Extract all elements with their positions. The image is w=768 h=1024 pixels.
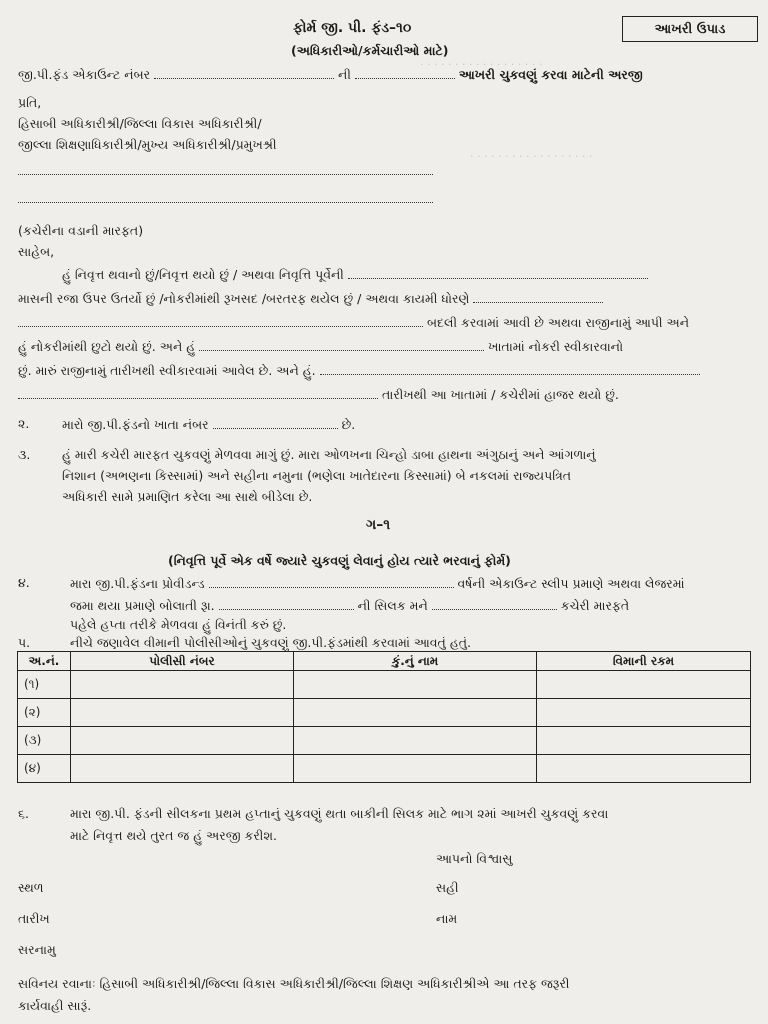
provident-year-blank[interactable] (209, 575, 454, 588)
application-label: આખરી ચુકવણું કરવા માટેની અરજી (458, 67, 643, 82)
item-4-line2 (70, 597, 629, 614)
policy-table (17, 651, 751, 783)
item-2-end: છે. (341, 417, 356, 432)
para1-line3-text: બદલી કરવામાં આવી છે અથવા રાજીનામું આપી અને (426, 315, 690, 330)
item-4-line2-text-c: કચેરી મારફતે (560, 598, 630, 613)
office-blank[interactable] (432, 597, 557, 610)
column-header-company-name: કું.નું નામ (294, 652, 537, 671)
item-2 (62, 416, 355, 433)
item-6-number: ૬. (18, 806, 29, 821)
address-label: સરનામુ (18, 942, 56, 957)
amount-blank[interactable] (219, 597, 354, 610)
para1-blank-1[interactable] (348, 266, 648, 279)
policy-number-cell[interactable] (71, 671, 294, 699)
para1-blank-5[interactable] (320, 362, 700, 375)
para1-line5-text: છું. મારું રાજીનામું તારીખથી સ્વીકારવામાં આવેલ છે. અને હું. (18, 363, 316, 378)
item-2-text: મારો જી.પી.ફંડનો ખાતા નંબર (62, 417, 209, 432)
forwarding-line-1: સવિનય રવાનાઃ હિસાબી અધિકારીશ્રી/જિલ્લા વિકાસ અધિકારીશ્રી/જિલ્લા શિક્ષણ અધિકારીશ્રીએ આ તરફ જરૂરી (18, 976, 570, 991)
row-serial: (૨) (18, 699, 71, 727)
insured-amount-cell[interactable] (537, 671, 751, 699)
form-type-badge: આખરી ઉપાડ (622, 16, 758, 42)
bleed-through-text: · · · · · · · · · · · · · · · · · · (470, 150, 593, 163)
para1-blank-3[interactable] (18, 314, 423, 327)
company-name-cell[interactable] (294, 671, 537, 699)
gpf-account-number-blank[interactable] (213, 416, 338, 429)
account-of-label: ની (338, 67, 351, 82)
policy-number-cell[interactable] (71, 699, 294, 727)
item-4-line1-text-b: વર્ષની એકાઉન્ટ સ્લીપ પ્રમાણે અથવા લેજરમાં (457, 576, 685, 591)
forwarding-line-2: કાર્યવાહી સારૂં. (18, 998, 92, 1013)
row-serial: (૩) (18, 727, 71, 755)
company-name-cell[interactable] (294, 727, 537, 755)
para1-line4-text-a: હું નોકરીમાંથી છુટો થયો છું. અને હું (18, 339, 196, 354)
account-line (18, 66, 643, 83)
para1-line3 (18, 314, 689, 331)
para1-blank-6[interactable] (18, 386, 378, 399)
company-name-cell[interactable] (294, 755, 537, 783)
para1-line1 (62, 266, 648, 283)
para1-line2-text: માસની રજા ઉપર ઉતર્યો છું /નોકરીમાંથી રૂખસદ /બરતરફ થયેલ છું / અથવા કાયમી ધોરણે (18, 291, 470, 306)
item-4-line1-text-a: મારા જી.પી.ફંડના પ્રોવીડન્ડ (70, 576, 205, 591)
table-row (18, 699, 751, 727)
item-3-line3: અધિકારી સામે પ્રમાણિત કરેલા આ સાથે બીડેલા છે. (62, 489, 313, 504)
table-row (18, 671, 751, 699)
account-name-blank[interactable] (355, 66, 455, 79)
item-5-number: પ. (18, 635, 31, 650)
para1-blank-4[interactable] (199, 338, 484, 351)
yours-faithfully: આપનો વિશ્વાસુ (436, 851, 513, 866)
item-2-number: ૨. (18, 416, 30, 431)
section-heading: ગ–૧ (366, 517, 391, 533)
signature-label: સહી (436, 880, 459, 895)
item-4-number: ૪. (18, 575, 30, 590)
place-label: સ્થળ (18, 880, 44, 895)
item-3-line1: હું મારી કચેરી મારફત ચુકવણું મેળવવા માગું છું. મારા ઓળખના ચિન્હો ડાબા હાથના અંગુઠાનું અને આંગળાનું (62, 447, 596, 462)
policy-table-header (18, 652, 751, 671)
addressee-blank-1[interactable] (18, 162, 433, 179)
column-header-serial: અ.નં. (18, 652, 71, 671)
table-row (18, 755, 751, 783)
item-6-line2: માટે નિવૃત્ત થયે તુરત જ હું અરજી કરીશ. (70, 828, 277, 843)
policy-number-cell[interactable] (71, 755, 294, 783)
company-name-cell[interactable] (294, 699, 537, 727)
form-title: ફોર્મ જી. પી. ફંડ–૧૦ (293, 20, 412, 36)
via-label: (કચેરીના વડાની મારફત) (18, 223, 144, 238)
row-serial: (૧) (18, 671, 71, 699)
table-row (18, 727, 751, 755)
date-label: તારીખ (18, 911, 50, 926)
form-subtitle: (અધિકારીઓ/કર્મચારીઓ માટે) (291, 43, 449, 58)
addressee-line-1: હિસાબી અધિકારીશ્રી/જિલ્લા વિકાસ અધિકારીશ્રી/ (18, 116, 262, 131)
para1-line5 (18, 362, 700, 379)
account-label: જી.પી.ફંડ એકાઉન્ટ નંબર (18, 67, 151, 82)
item-3-number: ૩. (18, 447, 31, 462)
para1-blank-2[interactable] (473, 290, 603, 303)
item-4-line2-text-b: ની સિલક મને (357, 598, 428, 613)
para1-line4-text-b: ખાતામાં નોકરી સ્વીકારવાનો (488, 339, 624, 354)
insured-amount-cell[interactable] (537, 699, 751, 727)
row-serial: (૪) (18, 755, 71, 783)
para1-line6-text: તારીખથી આ ખાતામાં / કચેરીમાં હાજર થયો છું. (381, 387, 619, 402)
column-header-insured-amount: વિમાની રકમ (537, 652, 751, 671)
insured-amount-cell[interactable] (537, 755, 751, 783)
salutation: સાહેબ, (18, 244, 55, 259)
item-4-line2-text-a: જમા થયા પ્રમાણે બોલાતી રૂા. (70, 598, 215, 613)
item-4-line3: પહેલે હપ્તા તરીકે મેળવવા હું વિનંતી કરું છું. (70, 617, 287, 632)
item-5-text: નીચે જણાવેલ વીમાની પોલીસીઓનું ચુકવણું જી.પી.ફંડમાંથી કરવામાં આવતું હતું. (70, 635, 471, 650)
para1-line2 (18, 290, 603, 307)
column-header-policy-number: પોલીસી નંબર (71, 652, 294, 671)
insured-amount-cell[interactable] (537, 727, 751, 755)
addressee-blank-2[interactable] (18, 190, 433, 207)
item-6-line1: મારા જી.પી. ફંડની સીલકના પ્રથમ હપ્તાનું ચુકવણું થતા બાકીની સિલક માટે ભાગ ૨માં આખરી ચુકવણું કરવા (70, 806, 609, 821)
para1-line4 (18, 338, 623, 355)
policy-number-cell[interactable] (71, 727, 294, 755)
prati-label: પ્રતિ, (18, 95, 42, 110)
bleed-through-text: · · · · · · · · · · · · · · · · · · (420, 58, 543, 71)
item-3-line2: નિશાન (અભણના કિસ્સામાં) અને સહીના નમુના (ભણેલા ખાતેદારના કિસ્સામાં) બે નકલમાં રાજ્યપત્રિત (62, 468, 572, 483)
name-label: નામ (436, 911, 458, 926)
section-note: (નિવૃત્તિ પૂર્વે એક વર્ષે જ્યારે ચુકવણું લેવાનું હોય ત્યારે ભરવાનું ફોર્મ) (168, 553, 511, 568)
para1-line1-text: હું નિવૃત્ત થવાનો છું/નિવૃત્ત થયો છું / અથવા નિવૃત્તિ પૂર્વેની (62, 267, 344, 282)
item-4-line1 (70, 575, 685, 592)
para1-line6 (18, 386, 619, 403)
account-number-blank[interactable] (154, 66, 334, 79)
addressee-line-2: જીલ્લા શિક્ષણાધિકારીશ્રી/મુખ્ય અધિકારીશ્રી/પ્રમુખશ્રી (18, 137, 277, 152)
